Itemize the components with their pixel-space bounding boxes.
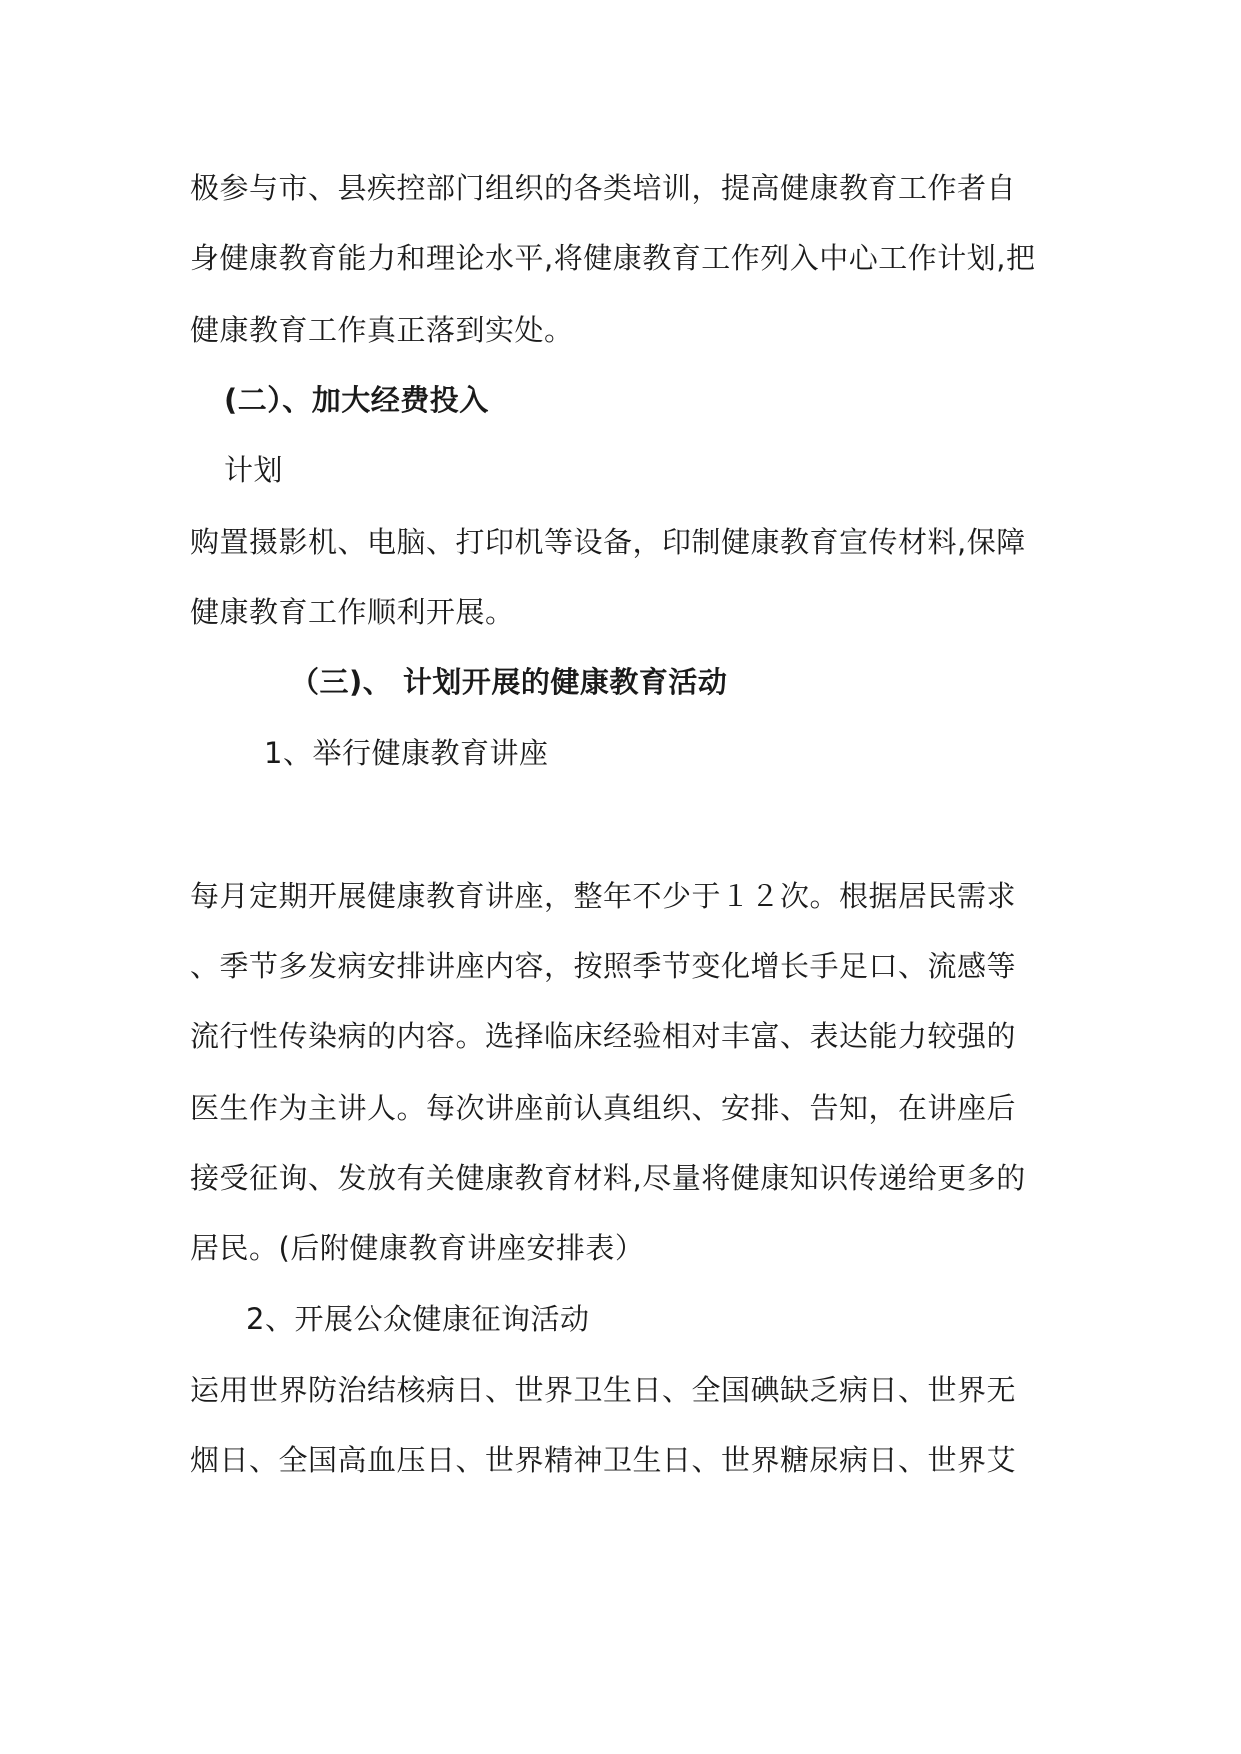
paragraph-line: 烟日、全国高血压日、世界精神卫生日、世界糖尿病日、世界艾 bbox=[190, 1443, 1017, 1477]
section-heading-3: （三)、 计划开展的健康教育活动 bbox=[290, 665, 728, 699]
paragraph-line: 流行性传染病的内容。选择临床经验相对丰富、表达能力较强的 bbox=[190, 1019, 1017, 1053]
paragraph-line: 计划 bbox=[224, 453, 284, 487]
paragraph-line: 居民。(后附健康教育讲座安排表） bbox=[190, 1231, 645, 1265]
paragraph-line: 接受征询、发放有关健康教育材料,尽量将健康知识传递给更多的 bbox=[190, 1161, 1026, 1195]
subheading-1: 1、举行健康教育讲座 bbox=[264, 736, 549, 770]
paragraph-line: 运用世界防治结核病日、世界卫生日、全国碘缺乏病日、世界无 bbox=[190, 1373, 1017, 1407]
paragraph-line: 健康教育工作顺利开展。 bbox=[190, 595, 515, 629]
paragraph-line: 身健康教育能力和理论水平,将健康教育工作列入中心工作计划,把 bbox=[190, 241, 1036, 275]
subheading-2: 2、开展公众健康征询活动 bbox=[246, 1302, 590, 1336]
paragraph-line: 医生作为主讲人。每次讲座前认真组织、安排、告知，在讲座后 bbox=[190, 1091, 1017, 1125]
paragraph-line: 购置摄影机、电脑、打印机等设备，印制健康教育宣传材料,保障 bbox=[190, 525, 1026, 559]
paragraph-line: 、季节多发病安排讲座内容，按照季节变化增长手足口、流感等 bbox=[190, 949, 1017, 983]
paragraph-line: 健康教育工作真正落到实处。 bbox=[190, 313, 574, 347]
section-heading-2: (二）、加大经费投入 bbox=[224, 383, 489, 417]
paragraph-line: 极参与市、县疾控部门组织的各类培训，提高健康教育工作者自 bbox=[190, 171, 1017, 205]
paragraph-line: 每月定期开展健康教育讲座，整年不少于１２次。根据居民需求 bbox=[190, 879, 1017, 913]
